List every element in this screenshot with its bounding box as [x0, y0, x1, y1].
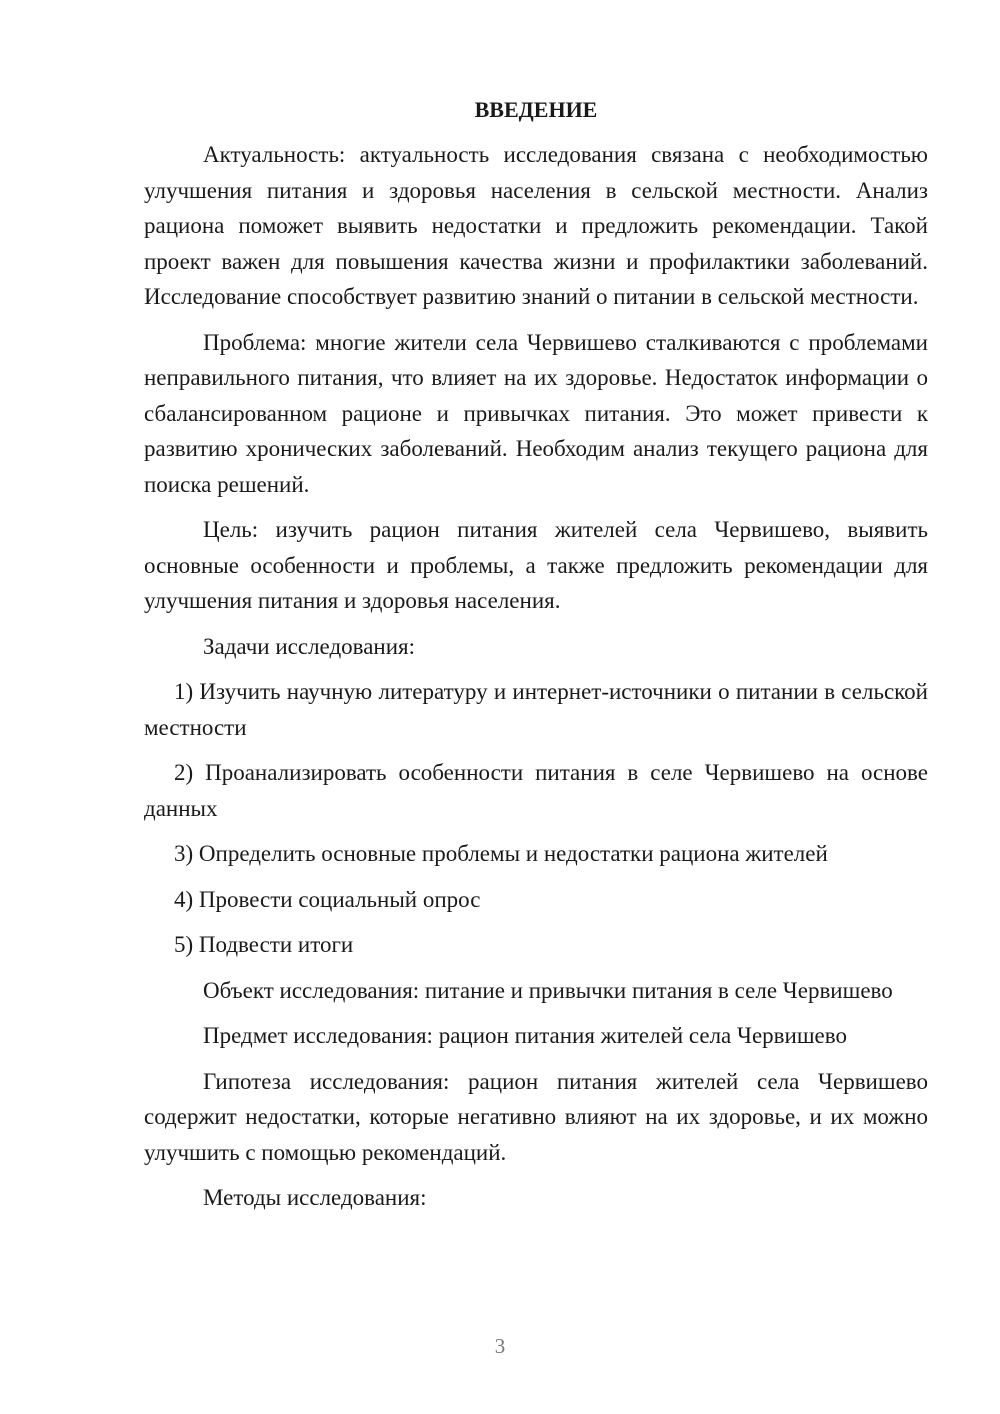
paragraph-object: Объект исследования: питание и привычки питания в селе Червишево: [203, 977, 893, 1003]
page-number: 3: [494, 1334, 506, 1358]
paragraph-methods: Методы исследования:: [203, 1185, 427, 1210]
section-title: ВВЕДЕНИЕ: [474, 97, 598, 122]
task-item-4: 4) Провести социальный опрос: [174, 886, 481, 912]
paragraph-problem: Проблема: многие жители села Червишево сталкиваются с проблемами неправильного питания, что влияет на их здоровье. Недостаток информации о сбалансированном рационе и привычках питания. Это может привести к развитию хронических заболеваний. Необходим анализ текущего рациона для поиска решений.: [144, 329, 928, 497]
task-item-5: 5) Подвести итоги: [174, 932, 354, 957]
task-item-1: 1) Изучить научную литературу и интернет-источники о питании в сельской местности: [144, 679, 928, 740]
paragraph-tasks-heading: Задачи исследования:: [203, 633, 416, 659]
document-page: [144, 92, 928, 1226]
paragraph-relevance: Актуальность: актуальность исследования связана с необходимостью улучшения питания и здоровья населения в сельской местности. Анализ рациона поможет выявить недостатки и предложить рекомендации. Такой проект важен для повышения качества жизни и профилактики заболеваний. Исследование способствует развитию знаний о питании в сельской местности.: [144, 142, 928, 309]
paragraph-goal: Цель: изучить рацион питания жителей села Червишево, выявить основные особенности и проблемы, а также предложить рекомендации для улучшения питания и здоровья населения.: [144, 517, 928, 613]
paragraph-hypothesis: Гипотеза исследования: рацион питания жителей села Червишево содержит недостатки, которые негативно влияют на их здоровье, и их можно улучшить с помощью рекомендаций.: [144, 1068, 928, 1165]
paragraph-subject: Предмет исследования: рацион питания жителей села Червишево: [203, 1023, 847, 1048]
task-item-3: 3) Определить основные проблемы и недостатки рациона жителей: [174, 841, 828, 866]
task-item-2: 2) Проанализировать особенности питания в селе Червишево на основе данных: [144, 760, 928, 821]
